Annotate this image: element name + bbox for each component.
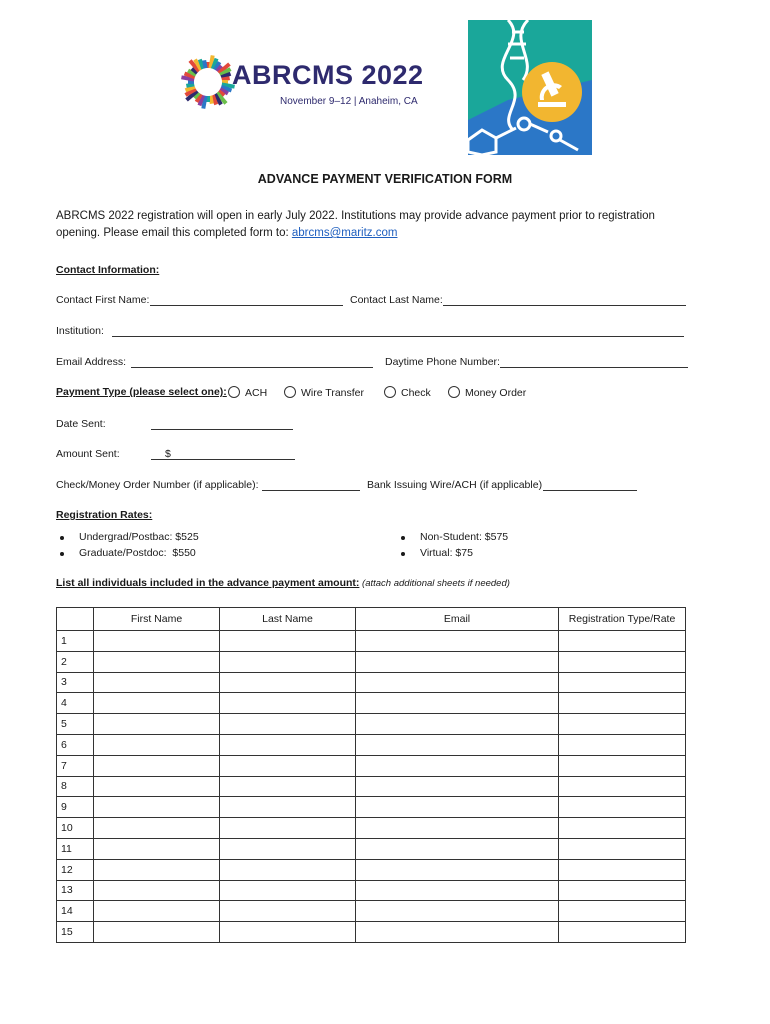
email-cell[interactable] — [356, 859, 559, 880]
table-row — [57, 818, 686, 839]
row-number: 9 — [57, 797, 94, 818]
intro-text: ABRCMS 2022 registration will open in early July 2022. Institutions may provide advance payment prior to registration opening. Please email this completed form to: — [56, 210, 655, 239]
last-name-cell[interactable] — [220, 734, 356, 755]
table-row — [57, 880, 686, 901]
email-cell[interactable] — [356, 755, 559, 776]
registration-type-cell[interactable] — [559, 859, 686, 880]
individuals-table — [56, 607, 686, 943]
email-link[interactable]: abrcms@maritz.com — [291, 227, 398, 239]
amount-sent-label: Amount Sent: — [56, 448, 120, 460]
first-name-cell[interactable] — [94, 880, 220, 901]
last-name-cell[interactable] — [220, 776, 356, 797]
first-name-cell[interactable] — [94, 714, 220, 735]
rate-undergrad: Undergrad/Postbac: $525 — [79, 531, 199, 543]
email-cell[interactable] — [356, 672, 559, 693]
registration-type-cell[interactable] — [559, 631, 686, 652]
payment-option-money-order[interactable]: Money Order — [448, 386, 526, 399]
science-banner-icon — [468, 20, 592, 155]
bullet-icon — [60, 552, 64, 556]
amount-currency-symbol: $ — [165, 448, 171, 460]
radio-icon[interactable] — [284, 386, 296, 398]
institution-field[interactable] — [112, 336, 684, 337]
first-name-cell[interactable] — [94, 901, 220, 922]
email-address-field[interactable] — [131, 367, 373, 368]
email-address-label: Email Address: — [56, 356, 127, 368]
email-cell[interactable] — [356, 838, 559, 859]
contact-first-name-label: Contact First Name: — [56, 294, 150, 306]
last-name-cell[interactable] — [220, 672, 356, 693]
row-number: 1 — [57, 631, 94, 652]
table-row — [57, 714, 686, 735]
first-name-cell[interactable] — [94, 797, 220, 818]
registration-type-cell[interactable] — [559, 734, 686, 755]
bullet-icon — [60, 536, 64, 540]
rate-non-student: Non-Student: $575 — [420, 531, 509, 543]
email-cell[interactable] — [356, 714, 559, 735]
col-number-header — [57, 608, 94, 631]
row-number: 4 — [57, 693, 94, 714]
check-number-label: Check/Money Order Number (if applicable): — [56, 479, 259, 491]
registration-type-cell[interactable] — [559, 880, 686, 901]
row-number: 7 — [57, 755, 94, 776]
bank-label: Bank Issuing Wire/ACH (if applicable) — [367, 479, 543, 491]
first-name-cell[interactable] — [94, 755, 220, 776]
email-cell[interactable] — [356, 776, 559, 797]
radio-icon[interactable] — [384, 386, 396, 398]
registration-type-cell[interactable] — [559, 776, 686, 797]
last-name-cell[interactable] — [220, 631, 356, 652]
email-cell[interactable] — [356, 922, 559, 943]
contact-heading: Contact Information: — [56, 264, 160, 276]
table-row — [57, 797, 686, 818]
table-row — [57, 693, 686, 714]
institution-label: Institution: — [56, 325, 104, 337]
first-name-cell[interactable] — [94, 693, 220, 714]
registration-type-cell[interactable] — [559, 818, 686, 839]
table-row — [57, 901, 686, 922]
row-number: 3 — [57, 672, 94, 693]
payment-option-wire-transfer[interactable]: Wire Transfer — [284, 386, 364, 399]
bullet-icon — [401, 552, 405, 556]
first-name-cell[interactable] — [94, 838, 220, 859]
table-row — [57, 672, 686, 693]
row-number: 6 — [57, 734, 94, 755]
individuals-note: (attach additional sheets if needed) — [359, 578, 510, 589]
first-name-cell[interactable] — [94, 734, 220, 755]
table-row — [57, 776, 686, 797]
bullet-icon — [401, 536, 405, 540]
radio-icon[interactable] — [228, 386, 240, 398]
phone-field[interactable] — [500, 367, 688, 368]
registration-type-cell[interactable] — [559, 797, 686, 818]
row-number: 10 — [57, 818, 94, 839]
first-name-cell[interactable] — [94, 651, 220, 672]
email-cell[interactable] — [356, 818, 559, 839]
first-name-cell[interactable] — [94, 776, 220, 797]
col-email-header: Email — [356, 608, 559, 631]
table-row — [57, 651, 686, 672]
logo-dates: November 9–12 | Anaheim, CA — [280, 96, 418, 107]
email-cell[interactable] — [356, 797, 559, 818]
email-cell[interactable] — [356, 880, 559, 901]
table-row — [57, 922, 686, 943]
row-number: 2 — [57, 651, 94, 672]
row-number: 15 — [57, 922, 94, 943]
last-name-cell[interactable] — [220, 755, 356, 776]
registration-type-cell[interactable] — [559, 714, 686, 735]
payment-option-ach[interactable]: ACH — [228, 386, 267, 399]
last-name-cell[interactable] — [220, 818, 356, 839]
last-name-cell[interactable] — [220, 838, 356, 859]
event-logo — [170, 20, 592, 155]
table-header-row — [57, 608, 686, 631]
first-name-cell[interactable] — [94, 631, 220, 652]
contact-last-name-label: Contact Last Name: — [350, 294, 443, 306]
table-row — [57, 631, 686, 652]
registration-type-cell[interactable] — [559, 901, 686, 922]
first-name-cell[interactable] — [94, 922, 220, 943]
last-name-cell[interactable] — [220, 859, 356, 880]
first-name-cell[interactable] — [94, 859, 220, 880]
table-row — [57, 838, 686, 859]
col-last-name-header: Last Name — [220, 608, 356, 631]
last-name-cell[interactable] — [220, 693, 356, 714]
registration-type-cell[interactable] — [559, 672, 686, 693]
registration-type-cell[interactable] — [559, 838, 686, 859]
form-title: ADVANCE PAYMENT VERIFICATION FORM — [257, 172, 513, 186]
check-number-field[interactable] — [262, 490, 360, 491]
abrcms-logo-icon — [178, 52, 238, 112]
registration-type-cell[interactable] — [559, 693, 686, 714]
email-cell[interactable] — [356, 631, 559, 652]
logo-title: ABRCMS 2022 — [232, 60, 424, 90]
table-row — [57, 755, 686, 776]
email-cell[interactable] — [356, 901, 559, 922]
col-registration-type-header: Registration Type/Rate — [559, 608, 686, 631]
registration-rates-heading: Registration Rates: — [56, 509, 153, 521]
phone-label: Daytime Phone Number: — [385, 356, 500, 368]
last-name-cell[interactable] — [220, 651, 356, 672]
contact-first-name-field[interactable] — [150, 305, 343, 306]
radio-icon[interactable] — [448, 386, 460, 398]
row-number: 14 — [57, 901, 94, 922]
col-first-name-header: First Name — [94, 608, 220, 631]
table-row — [57, 734, 686, 755]
row-number: 5 — [57, 714, 94, 735]
last-name-cell[interactable] — [220, 714, 356, 735]
registration-type-cell[interactable] — [559, 922, 686, 943]
first-name-cell[interactable] — [94, 672, 220, 693]
email-cell[interactable] — [356, 734, 559, 755]
amount-sent-field[interactable] — [151, 459, 295, 460]
individuals-heading: List all individuals included in the advance payment amount: (attach additional sheets if needed) — [56, 577, 510, 589]
first-name-cell[interactable] — [94, 818, 220, 839]
rate-graduate: Graduate/Postdoc: $550 — [79, 547, 196, 559]
contact-last-name-field[interactable] — [443, 305, 686, 306]
registration-type-cell[interactable] — [559, 651, 686, 672]
last-name-cell[interactable] — [220, 880, 356, 901]
payment-type-heading: Payment Type (please select one): — [56, 386, 227, 398]
last-name-cell[interactable] — [220, 797, 356, 818]
last-name-cell[interactable] — [220, 922, 356, 943]
registration-type-cell[interactable] — [559, 755, 686, 776]
email-cell[interactable] — [356, 693, 559, 714]
row-number: 8 — [57, 776, 94, 797]
payment-option-check[interactable]: Check — [384, 386, 431, 399]
date-sent-field[interactable] — [151, 429, 293, 430]
rate-virtual: Virtual: $75 — [420, 547, 473, 559]
intro-paragraph — [56, 208, 676, 242]
date-sent-label: Date Sent: — [56, 418, 106, 430]
table-row — [57, 859, 686, 880]
row-number: 13 — [57, 880, 94, 901]
email-cell[interactable] — [356, 651, 559, 672]
bank-field[interactable] — [543, 490, 637, 491]
last-name-cell[interactable] — [220, 901, 356, 922]
row-number: 11 — [57, 838, 94, 859]
row-number: 12 — [57, 859, 94, 880]
